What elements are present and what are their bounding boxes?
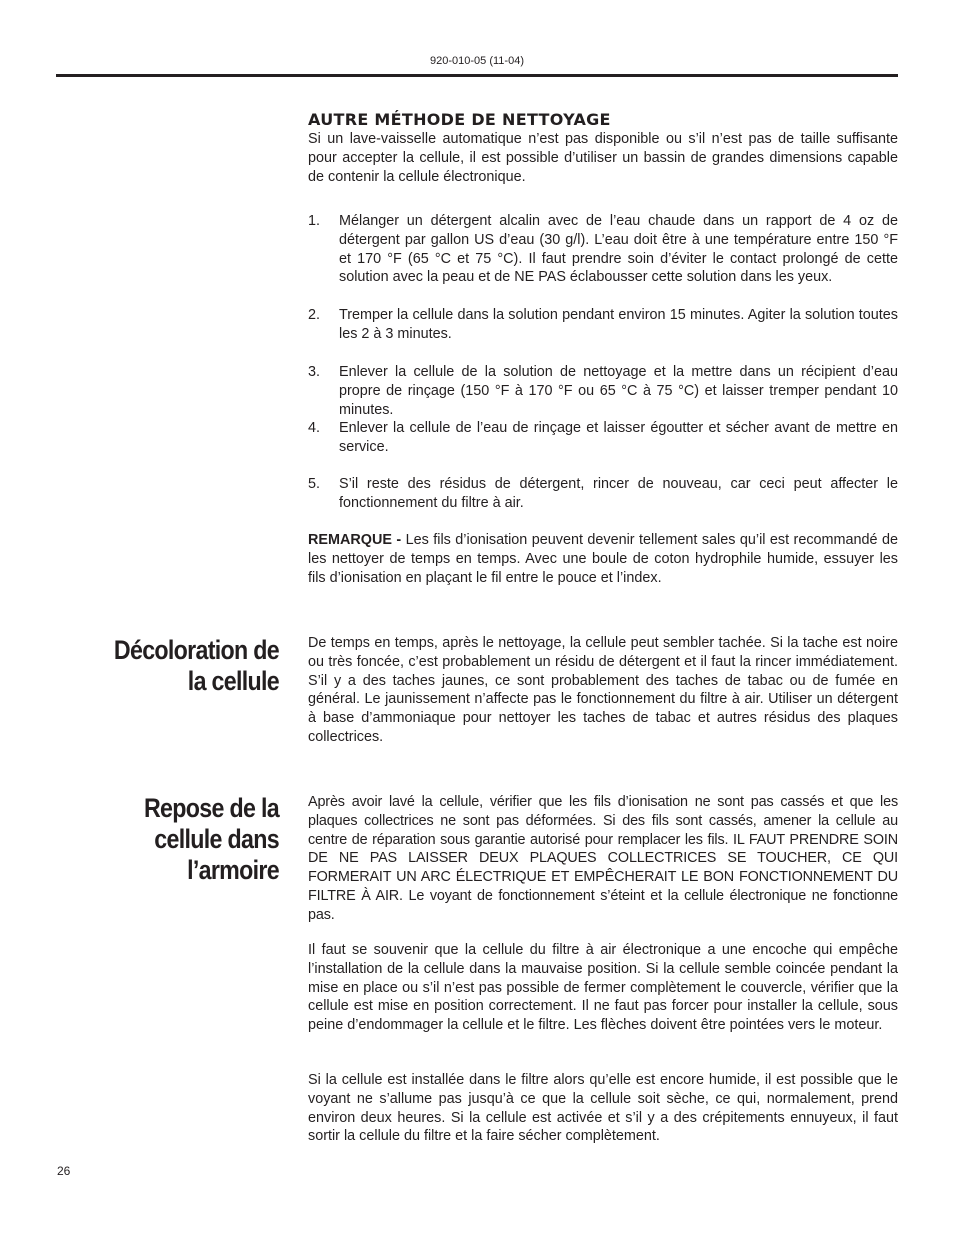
document-number: 920-010-05 (11-04) (430, 55, 524, 67)
discoloration-paragraph (308, 634, 898, 747)
step-number: 1. (308, 213, 321, 229)
intro-paragraph (308, 130, 898, 186)
reinstallation-text-2: Il faut se souvenir que la cellule du filtre à air électronique a une encoche qui empêche l’installation de la cellule dans la mauvaise position. Si la cellule semble coincée pendant la mise en place ou s’il n’est pas possible de fermer complètement le couvercle, vérifier que la cellule est mise en position correctement. Il ne faut pas forcer pour installer la cellule, sous peine d’endommager la cellule et le filtre. Les flèches doivent être pointées vers le moteur. (308, 942, 898, 1034)
step-number: 2. (308, 307, 321, 323)
note-text: Les fils d’ionisation peuvent devenir tellement sales qu’il est recommandé de les nettoyer de temps en temps. Avec une boule de coton hydrophile humide, essuyer les fils d’ionisation en plaçant le fil entre le pouce et l’index. (308, 532, 898, 586)
discoloration-text: De temps en temps, après le nettoyage, la cellule peut sembler tachée. Si la tache est noire ou très foncée, c’est probablement un résidu de détergent et il faut la rincer immédiatement. S’il y a des taches jaunes, ce sont probablement des taches de tabac ou de fumée en général. Le jaunissement n’affecte pas le fonctionnement du filtre à air. Utiliser un détergent à base d’ammoniaque pour nettoyer les taches de tabac et autres résidus des plaques collectrices. (308, 635, 898, 745)
step-text: Enlever la cellule de l’eau de rinçage et laisser égoutter et sécher avant de mettre en service. (339, 420, 898, 455)
section-title-discoloration (114, 635, 279, 697)
note-paragraph (308, 531, 898, 587)
reinstallation-text-3: Si la cellule est installée dans le filtre alors qu’elle est encore humide, il est possible que le voyant ne s’allume pas jusqu’à ce que la cellule soit sèche, ce qui, normalement, prend environ deux heures. Si la cellule est activée et s’il y a des crépitements ennuyeux, il faut sortir la cellule du filtre et la faire sécher complètement. (308, 1072, 898, 1145)
header-rule (56, 74, 898, 77)
reinstallation-paragraph-2 (308, 941, 898, 1035)
reinstallation-text-1: Après avoir lavé la cellule, vérifier que les fils d’ionisation ne sont pas cassés et que les plaques collectrices ne sont pas déformées. Si des fils sont cassés, amener la cellule au centre de réparation sous garantie autorisé pour remplacer les fils. IL FAUT PRENDRE SOIN DE NE PAS LAISSER DEUX PLAQUES COLLECTRICES SE TOUCHER, CE QUI FORMERAIT UN ARC ÉLECTRIQUE ET EMPÊCHERAIT LE BON FONCTIONNEMENT DU FILTRE À AIR. Le voyant de fonctionnement s’éteint et la cellule électronique ne fonctionne pas. (308, 794, 898, 923)
reinstallation-paragraph-3 (308, 1071, 898, 1146)
step-number: 5. (308, 476, 321, 492)
title-line: l’armoire (187, 855, 279, 885)
title-line: Repose de la (144, 793, 279, 823)
step-number: 3. (308, 364, 321, 380)
step-text: Enlever la cellule de la solution de nettoyage et la mettre dans un récipient d’eau propre de rinçage (150 °F à 170 °F ou 65 °C à 75 °C) et laisser tremper pendant 10 minutes. (339, 364, 898, 418)
section-heading-alternate-cleaning: AUTRE MÉTHODE DE NETTOYAGE (308, 110, 611, 129)
list-item (308, 363, 898, 419)
step-text: Mélanger un détergent alcalin avec de l’eau chaude dans un rapport de 4 oz de détergent par gallon US d’eau (30 g/l). L’eau doit être à une température entre 150 °F et 170 °F (65 °C et 75 °C). Il faut prendre soin d’éviter le contact prolongé de cette solution avec la peau et de NE PAS éclabousser cette solution dans les yeux. (339, 213, 898, 286)
page-number: 26 (57, 1164, 71, 1178)
title-line: cellule dans (154, 824, 279, 854)
list-item (308, 306, 898, 344)
section-title-reinstallation (144, 793, 279, 886)
step-text: Tremper la cellule dans la solution pendant environ 15 minutes. Agiter la solution toutes les 2 à 3 minutes. (339, 307, 898, 342)
list-item (308, 419, 898, 457)
step-text: S’il reste des résidus de détergent, rincer de nouveau, car ceci peut affecter le fonctionnement du filtre à air. (339, 476, 898, 511)
list-item (308, 475, 898, 513)
title-line: Décoloration de (113, 635, 279, 665)
step-number: 4. (308, 420, 321, 436)
reinstallation-paragraph-1 (308, 793, 898, 925)
title-line: la cellule (187, 666, 279, 696)
list-item (308, 212, 898, 287)
note-label: REMARQUE - (308, 532, 406, 548)
intro-text: Si un lave-vaisselle automatique n’est pas disponible ou s’il n’est pas de taille suffisante pour accepter la cellule, il est possible d’utiliser un bassin de grandes dimensions capable de contenir la cellule électronique. (308, 131, 898, 185)
